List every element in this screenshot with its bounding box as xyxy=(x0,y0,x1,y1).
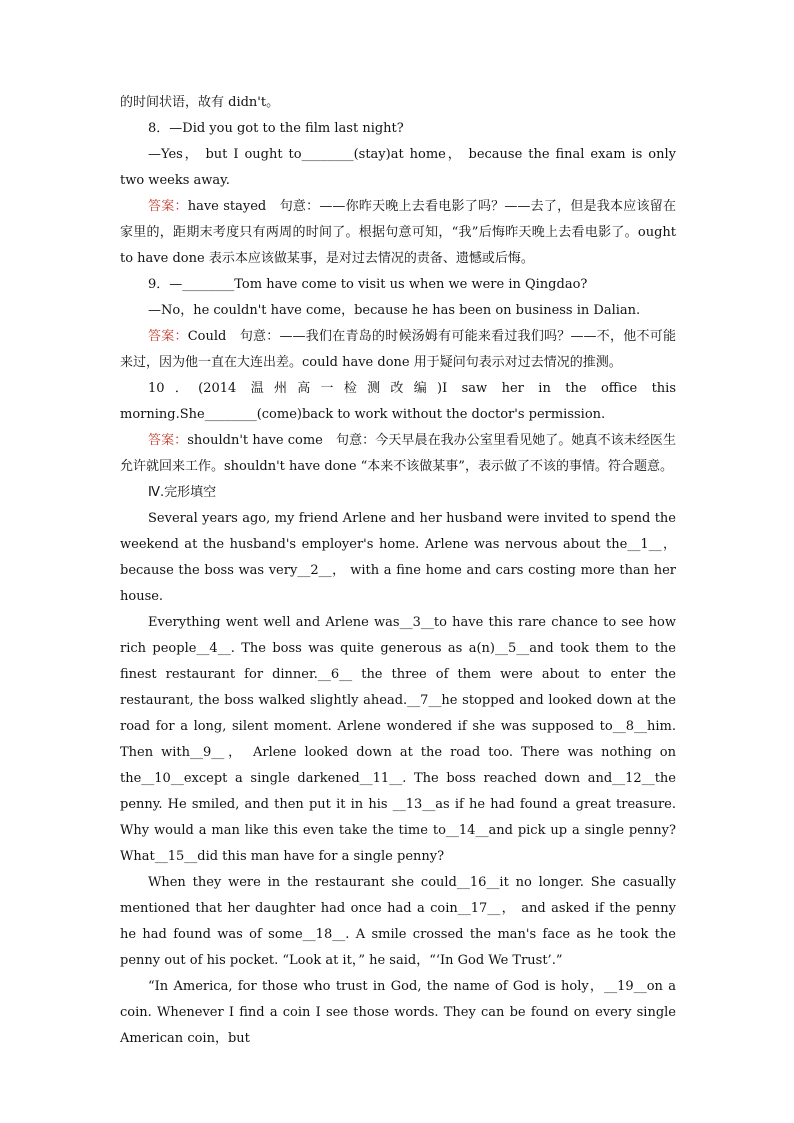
section-heading: Ⅳ.完形填空 xyxy=(148,485,217,500)
cloze-paragraph: Everything went well and Arlene was__3__to have this rare chance to see how rich people__4__. The boss was quite generous as a(n)__5__and took them to the finest restaurant for dinner.__6__ the three of them were about to enter the restaurant, the boss walked slightly ahead.__7__he stopped and looked down at the road for a long, silent moment. Arlene wondered if she was supposed to__8__him. Then with__9__， Arlene looked down at the road too. There was nothing on the__10__except a single darkened__11__. The boss reached down and__12__the penny. He smiled, and then put it in his __13__as if he had found a great treasure. Why would a man like this even take the time to__14__and pick up a single penny? What__15__did this man have for a single penny? xyxy=(120,615,676,864)
answer-text: Could 句意：——我们在青岛的时候汤姆有可能来看过我们吗？——不，他不可能来过，因为他一直在大连出差。could have done 用于疑问句表示对过去情况的推测。 xyxy=(120,329,676,370)
cloze-paragraph: “In America, for those who trust in God, the name of God is holy，__19__on a coin. Whenever I find a coin I see those words. They can be found on every single American coin，but xyxy=(120,979,676,1046)
question-10: 10．(2014 温州高一检测改编)I saw her in the office this morning.She________(come)back to work without the doctor's permission. xyxy=(120,381,676,422)
cloze-paragraph: Several years ago, my friend Arlene and her husband were invited to spend the weekend at the husband's employer's home. Arlene was nervous about the__1__， because the boss was very__2__， with a fine home and cars costing more than her house. xyxy=(120,511,676,604)
cloze-paragraph: When they were in the restaurant she could__16__it no longer. She casually mentioned that her daughter had once had a coin__17__， and asked if the penny he had found was of some__18__. A smile crossed the man's face as he took the penny out of his pocket. “Look at it，” he said，“‘In God We Trust’.” xyxy=(120,875,676,968)
question-8: 8．—Did you got to the film last night? xyxy=(148,121,404,136)
answer-label: 答案： xyxy=(148,329,188,344)
answer-text: shouldn't have come 句意：今天早晨在我办公室里看见她了。她真不该未经医生允许就回来工作。shouldn't have done “本来不该做某事”，表示做了不该的事情。符合题意。 xyxy=(120,433,676,474)
answer-label: 答案： xyxy=(148,433,188,448)
text-line: 的时间状语，故有 didn't。 xyxy=(120,95,280,110)
question-9: 9．—________Tom have come to visit us when we were in Qingdao? xyxy=(148,277,588,292)
document-page xyxy=(120,90,676,1052)
answer-text: have stayed 句意：——你昨天晚上去看电影了吗？——去了，但是我本应该留在家里的，距期末考度只有两周的时间了。根据句意可知，“我”后悔昨天晚上去看电影了。ought to have done 表示本应该做某事，是对过去情况的责备、遗憾或后悔。 xyxy=(120,199,676,266)
question-9-reply: —No，he couldn't have come，because he has been on business in Dalian. xyxy=(148,303,641,318)
answer-8 xyxy=(120,194,676,272)
answer-9 xyxy=(120,324,676,376)
answer-10 xyxy=(120,428,676,480)
question-8-reply: —Yes， but I ought to________(stay)at home， because the final exam is only two weeks away. xyxy=(120,147,676,188)
answer-label: 答案： xyxy=(148,199,188,214)
